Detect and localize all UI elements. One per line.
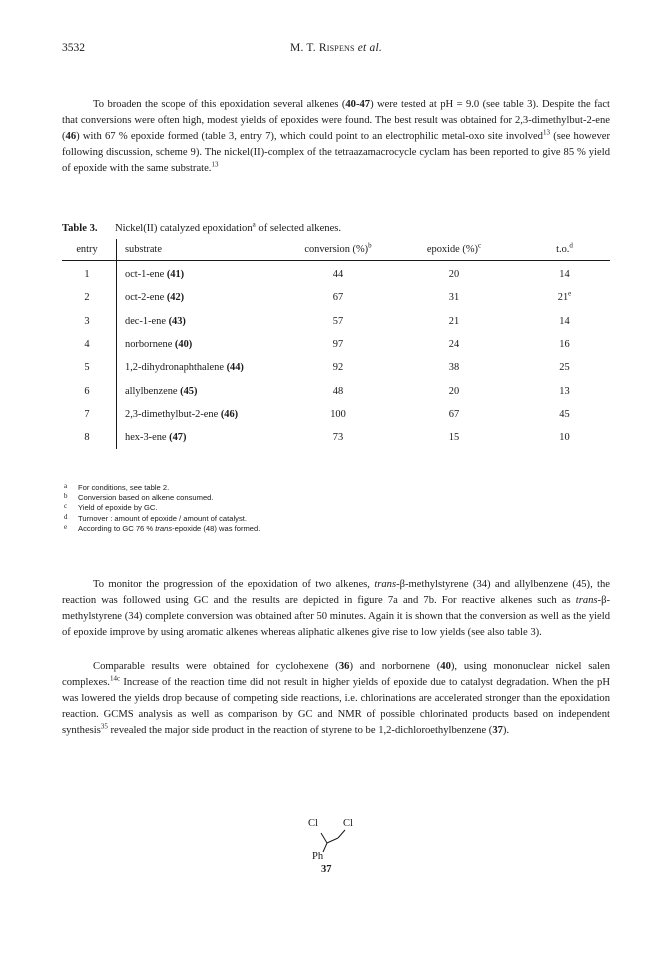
col-substrate: substrate bbox=[117, 239, 288, 261]
bond-cl2 bbox=[338, 830, 345, 838]
table-row: 2 oct-2-ene (42) 67 31 21e bbox=[62, 286, 610, 309]
results-table bbox=[62, 239, 610, 449]
footnote: e According to GC 76 % trans-epoxide (48) was formed. bbox=[64, 522, 261, 533]
col-epoxide: epoxide (%)$^c$ bbox=[389, 239, 519, 261]
compound-number: 37 bbox=[321, 864, 332, 875]
table-caption: Table 3. Nickel(II) catalyzed epoxidation$^a$ of selected alkenes. bbox=[62, 220, 342, 234]
atom-cl-2: Cl bbox=[343, 818, 353, 829]
footnote: a For conditions, see table 2. bbox=[64, 482, 170, 492]
bond-cl1 bbox=[321, 833, 327, 843]
col-turnover: t.o.$^d$ bbox=[519, 239, 610, 261]
chemical-structure-37 bbox=[306, 818, 386, 928]
paragraph-3: Comparable results were obtained for cyclohexene (36) and norbornene (40), using mononuclear nickel salen complexes.$^{14c}$ Increase of the reaction time did not result in higher yields of epoxide due to catalyst degradation. When the pH was lowered the yields drop because of competing side reactions, i.e. chlorinations are accelerated stronger than the epoxidation reaction. GCMS analysis as well as comparison by GC and NMR of possible chlorinated products based on independent synthesis$^{35}$ revealed the major side product in the reaction of styrene to be 1,2-dichloroethylbenzene (37). bbox=[62, 661, 610, 737]
table-row: 5 1,2-dihydronaphthalene (44) 92 38 25 bbox=[62, 356, 610, 379]
table-footnotes bbox=[64, 483, 260, 534]
group-ph: Ph bbox=[312, 851, 324, 862]
col-conversion: conversion (%)$^b$ bbox=[287, 239, 389, 261]
table-row: 1 oct-1-ene (41) 44 20 14 bbox=[62, 261, 610, 287]
col-entry: entry bbox=[62, 239, 117, 261]
table-row: 8 hex-3-ene (47) 73 15 10 bbox=[62, 426, 610, 449]
structure-bonds bbox=[306, 818, 386, 928]
bond-c1-c2 bbox=[327, 838, 338, 843]
table-row: 3 dec-1-ene (43) 57 21 14 bbox=[62, 310, 610, 333]
footnote: c Yield of epoxide by GC. bbox=[64, 502, 158, 513]
table-header-row bbox=[62, 239, 610, 261]
paragraph-1: To broaden the scope of this epoxidation several alkenes (40-47) were tested at pH = 9.0 (see table 3). Despite the fact that conversions were often high, modest yields of epoxides were found. The best result was obtained for 2,3-dimethylbut-2-ene (46) with 67 % epoxide formed (table 3, entry 7), which could point to an electrophilic metal-oxo site involved$^{13}$ (see however following discussion, scheme 9). The nickel(II)-complex of the tetraazamacrocycle cyclam has been reported to give 85 % yield of epoxide with the same substrate.$^{13}$ bbox=[62, 99, 610, 175]
paragraph-2: To monitor the progression of the epoxidation of two alkenes, trans-β-methylstyrene (34) and allylbenzene (45), the reaction was followed using GC and the results are depicted in figure 7a and 7b. For reactive alkenes such as trans-β-methylstyrene (34) complete conversion was obtained after 50 minutes. Again it is shown that the conversion as well as the yield of epoxide improve by using aromatic alkenes whereas aliphatic alkenes give rise to low yields (see also table 3). bbox=[62, 579, 611, 639]
running-head-authors: M. T. Rispens et al. bbox=[290, 42, 382, 54]
footnote: b Conversion based on alkene consumed. bbox=[64, 492, 214, 503]
table-row: 4 norbornene (40) 97 24 16 bbox=[62, 333, 610, 356]
footnote: d Turnover : amount of epoxide / amount of catalyst. bbox=[64, 512, 247, 523]
bond-ph bbox=[323, 843, 327, 852]
atom-cl-1: Cl bbox=[308, 818, 318, 829]
table-label: Table 3. bbox=[62, 223, 98, 234]
table-row: 6 allylbenzene (45) 48 20 13 bbox=[62, 379, 610, 402]
table-row: 7 2,3-dimethylbut-2-ene (46) 100 67 45 bbox=[62, 403, 610, 426]
page-number: 3532 bbox=[62, 42, 85, 54]
